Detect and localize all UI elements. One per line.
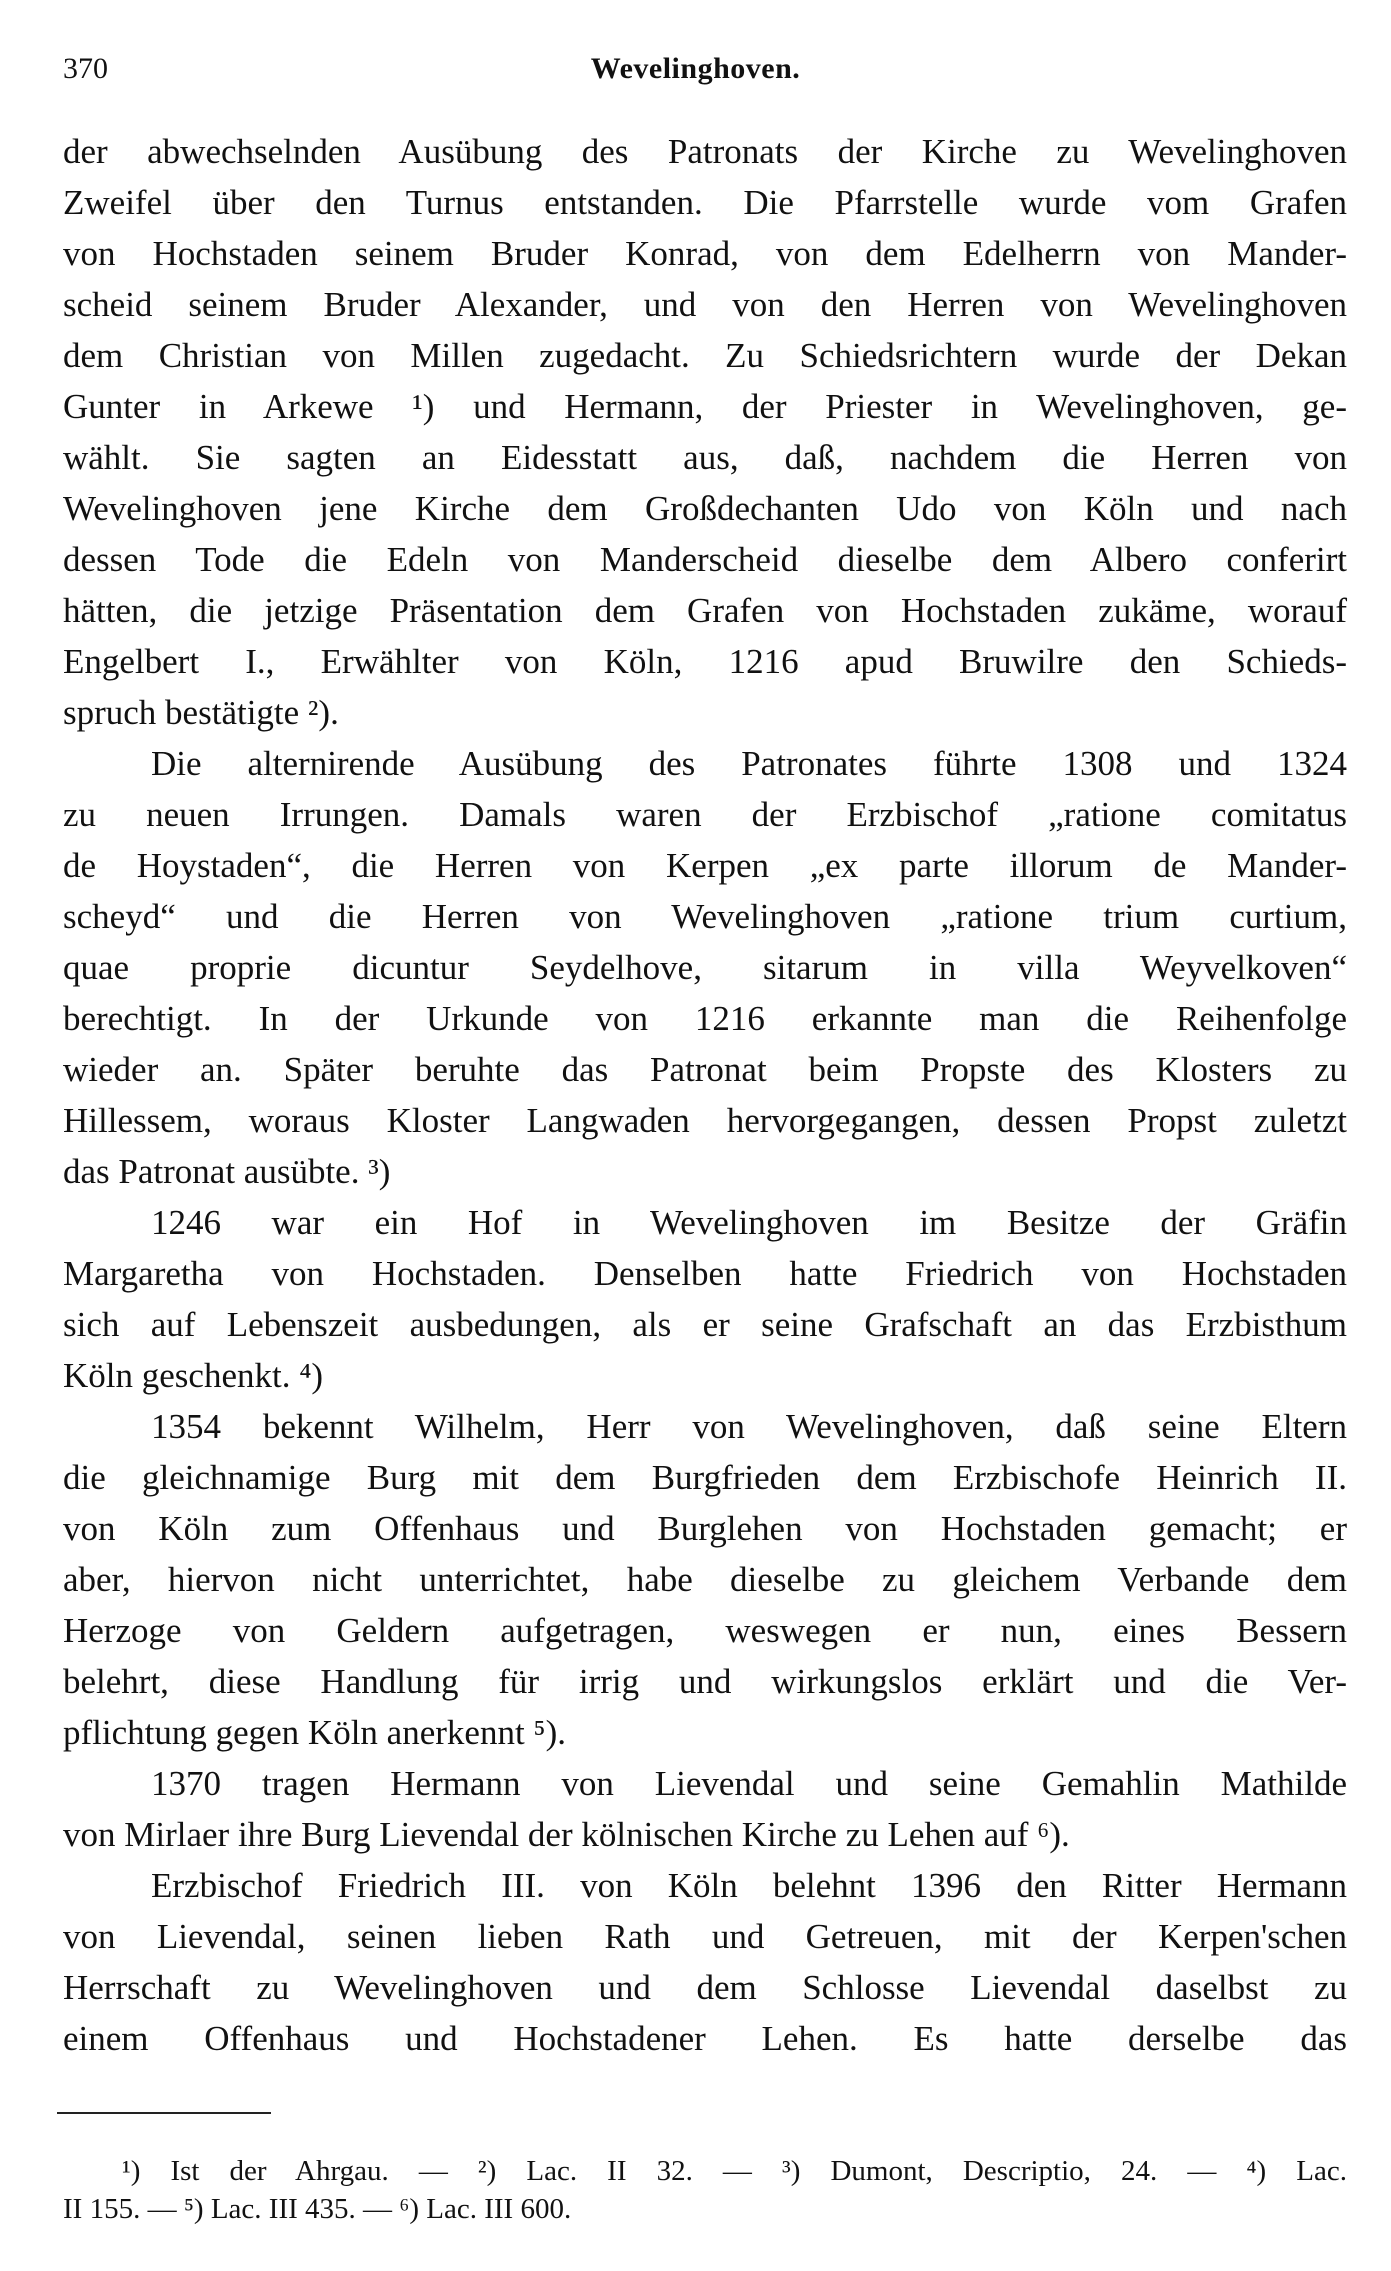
page-number: 370: [63, 52, 108, 85]
text-line: Margaretha von Hochstaden. Denselben hatte Friedrich von Hochstaden: [63, 1254, 1347, 1293]
running-title: Wevelinghoven.: [590, 52, 801, 85]
text-line: Herzoge von Geldern aufgetragen, weswegen er nun, eines Bessern: [63, 1611, 1347, 1650]
text-line: der abwechselnden Ausübung des Patronats der Kirche zu Wevelinghoven: [63, 132, 1347, 171]
text-line: aber, hiervon nicht unterrichtet, habe dieselbe zu gleichem Verbande dem: [63, 1560, 1347, 1599]
footnote-line: ¹) Ist der Ahrgau. — ²) Lac. II 32. — ³) Dumont, Descriptio, 24. — ⁴) Lac.: [122, 2155, 1347, 2187]
body-text: [63, 126, 1347, 2064]
text-line: berechtigt. In der Urkunde von 1216 erkannte man die Reihenfolge: [63, 999, 1347, 1038]
text-line: zu neuen Irrungen. Damals waren der Erzbischof „ratione comitatus: [63, 795, 1347, 834]
text-line: scheyd“ und die Herren von Wevelinghoven „ratione trium curtium,: [63, 897, 1347, 936]
text-line: dessen Tode die Edeln von Manderscheid dieselbe dem Albero conferirt: [63, 540, 1347, 579]
text-line: einem Offenhaus und Hochstadener Lehen. Es hatte derselbe das: [63, 2019, 1347, 2058]
text-line: wieder an. Später beruhte das Patronat beim Propste des Klosters zu: [63, 1050, 1347, 1089]
text-line: von Mirlaer ihre Burg Lievendal der kölnischen Kirche zu Lehen auf ⁶).: [63, 1815, 1070, 1854]
text-line: de Hoystaden“, die Herren von Kerpen „ex parte illorum de Mander-: [63, 846, 1347, 885]
text-line: das Patronat ausübte. ³): [63, 1152, 391, 1191]
text-line: Engelbert I., Erwählter von Köln, 1216 apud Bruwilre den Schieds-: [63, 642, 1347, 681]
text-line: pflichtung gegen Köln anerkennt ⁵).: [63, 1713, 567, 1752]
text-line: quae proprie dicuntur Seydelhove, sitarum in villa Weyvelkoven“: [63, 948, 1347, 987]
text-line: von Köln zum Offenhaus und Burglehen von Hochstaden gemacht; er: [63, 1509, 1347, 1548]
text-line: dem Christian von Millen zugedacht. Zu Schiedsrichtern wurde der Dekan: [63, 336, 1347, 375]
text-line: spruch bestätigte ²).: [63, 693, 339, 732]
paragraph-start-line: 1246 war ein Hof in Wevelinghoven im Besitze der Gräfin: [151, 1203, 1347, 1242]
text-line: die gleichnamige Burg mit dem Burgfrieden dem Erzbischofe Heinrich II.: [63, 1458, 1347, 1497]
paragraph-start-line: 1370 tragen Hermann von Lievendal und seine Gemahlin Mathilde: [151, 1764, 1347, 1803]
footnotes: [63, 2152, 1347, 2228]
footnote-divider: [57, 2112, 271, 2114]
text-line: Gunter in Arkewe ¹) und Hermann, der Priester in Wevelinghoven, ge-: [63, 387, 1347, 426]
paragraph-start-line: Erzbischof Friedrich III. von Köln belehnt 1396 den Ritter Hermann: [151, 1866, 1347, 1905]
text-line: hätten, die jetzige Präsentation dem Grafen von Hochstaden zukäme, worauf: [63, 591, 1347, 630]
text-line: scheid seinem Bruder Alexander, und von den Herren von Wevelinghoven: [63, 285, 1347, 324]
text-line: Zweifel über den Turnus entstanden. Die Pfarrstelle wurde vom Grafen: [63, 183, 1347, 222]
text-line: Herrschaft zu Wevelinghoven und dem Schlosse Lievendal daselbst zu: [63, 1968, 1347, 2007]
footnote-line: II 155. — ⁵) Lac. III 435. — ⁶) Lac. III 600.: [63, 2193, 572, 2225]
paragraph-start-line: 1354 bekennt Wilhelm, Herr von Wevelinghoven, daß seine Eltern: [151, 1407, 1347, 1446]
text-line: belehrt, diese Handlung für irrig und wirkungslos erklärt und die Ver-: [63, 1662, 1347, 1701]
text-line: von Lievendal, seinen lieben Rath und Getreuen, mit der Kerpen'schen: [63, 1917, 1347, 1956]
paragraph-start-line: Die alternirende Ausübung des Patronates führte 1308 und 1324: [151, 744, 1347, 783]
text-line: wählt. Sie sagten an Eidesstatt aus, daß, nachdem die Herren von: [63, 438, 1347, 477]
text-line: Hillessem, woraus Kloster Langwaden hervorgegangen, dessen Propst zuletzt: [63, 1101, 1347, 1140]
text-line: sich auf Lebenszeit ausbedungen, als er seine Grafschaft an das Erzbisthum: [63, 1305, 1347, 1344]
text-line: Köln geschenkt. ⁴): [63, 1356, 324, 1395]
text-line: Wevelinghoven jene Kirche dem Großdechanten Udo von Köln und nach: [63, 489, 1347, 528]
text-line: von Hochstaden seinem Bruder Konrad, von dem Edelherrn von Mander-: [63, 234, 1347, 273]
